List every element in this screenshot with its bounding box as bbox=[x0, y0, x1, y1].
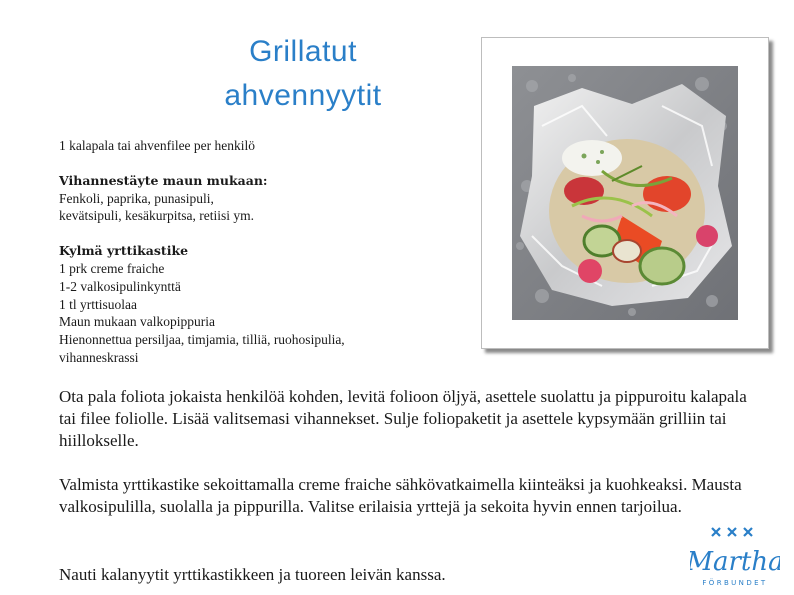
martha-logo bbox=[690, 524, 780, 590]
title-line-1: Grillatut bbox=[249, 35, 357, 68]
sauce-line: 1 prk creme fraiche bbox=[59, 260, 165, 276]
instructions-paragraph: Nauti kalanyytit yrttikastikkeen ja tuoreen leivän kanssa. bbox=[59, 565, 446, 584]
instructions-paragraph: Ota pala foliota jokaista henkilöä kohden, levitä folioon öljyä, asettele suolattu ja pippuroitu kalapala tai filee foliolle. Lisää valitsemasi vihannekset. Sulje foliopaketit ja asettele kypsymään grilliin tai hiillokselle. bbox=[59, 387, 747, 450]
sauce-line: Hienonnettua persiljaa, timjamia, tilliä, ruohosipulia, bbox=[59, 332, 345, 348]
svg-text:FÖRBUNDET: FÖRBUNDET bbox=[702, 579, 768, 587]
title-line-2: ahvennyytit bbox=[224, 79, 382, 112]
sauce-line: 1 tl yrttisuolaa bbox=[59, 296, 137, 312]
instructions-paragraph: Valmista yrttikastike sekoittamalla creme fraiche sähkövatkaimella kiinteäksi ja kuohkeaksi. Mausta valkosipulilla, suolalla ja pippurilla. Valitse erilaisia yrttejä ja sekoita hyvin ennen tarjoilua. bbox=[59, 475, 742, 516]
food-photo-frame bbox=[481, 37, 769, 349]
fish-ingredient: 1 kalapala tai ahvenfilee per henkilö bbox=[59, 138, 256, 153]
vegetable-heading: Vihannestäyte maun mukaan: bbox=[59, 172, 268, 188]
sauce-line: Maun mukaan valkopippuria bbox=[59, 314, 215, 330]
sauce-line: vihanneskrassi bbox=[59, 349, 139, 365]
sauce-line: 1-2 valkosipulinkynttä bbox=[59, 278, 181, 294]
vegetable-line: Fenkoli, paprika, punasipuli, bbox=[59, 190, 214, 206]
sauce-heading: Kylmä yrttikastike bbox=[59, 243, 189, 259]
vegetable-line: kevätsipuli, kesäkurpitsa, retiisi ym. bbox=[59, 208, 254, 224]
page-title bbox=[168, 30, 438, 118]
foil-parcel-photo bbox=[512, 66, 738, 320]
svg-text:Martha: Martha bbox=[690, 547, 780, 577]
ingredients-list bbox=[59, 137, 459, 367]
